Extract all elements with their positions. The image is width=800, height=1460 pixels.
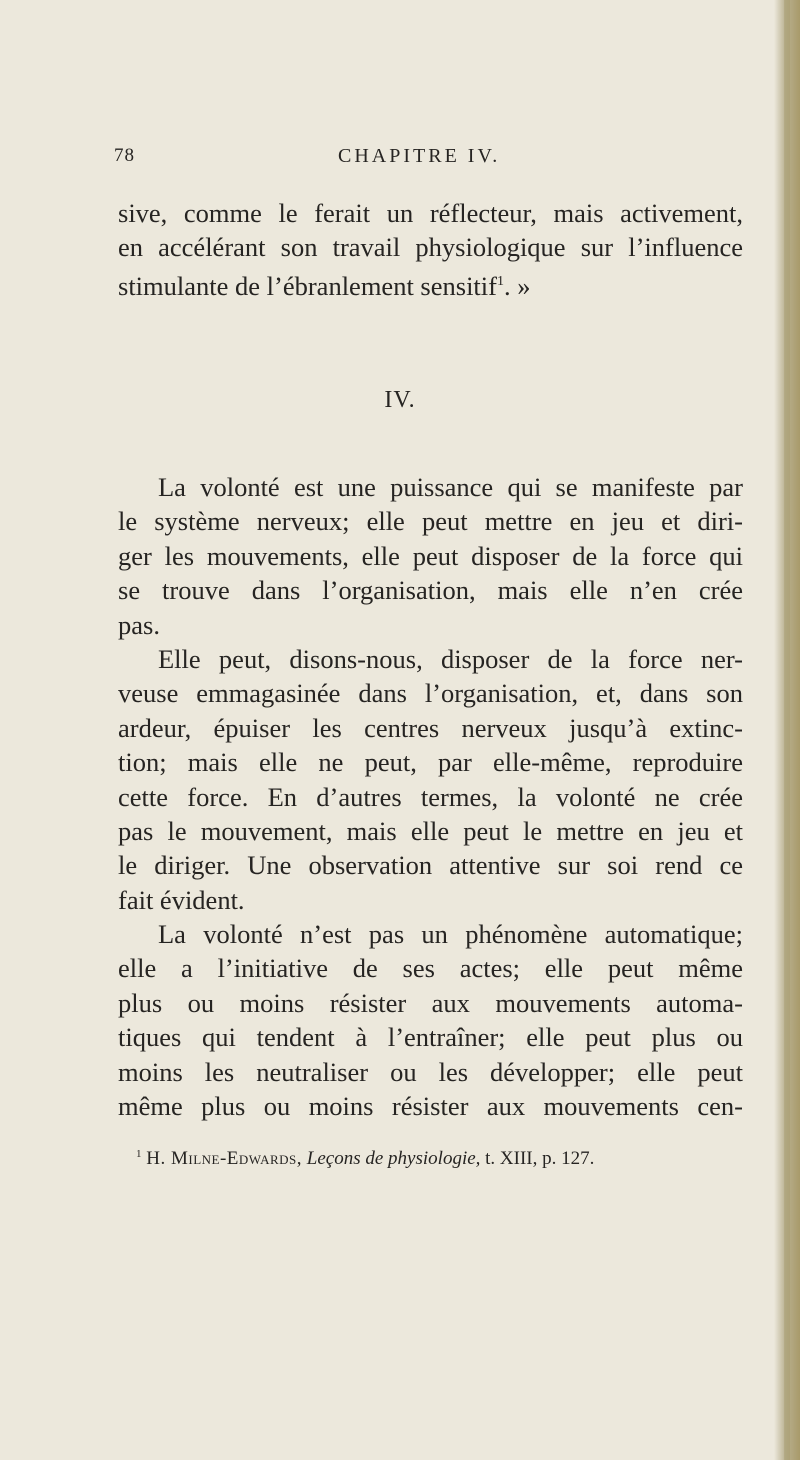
- paragraph-2: [118, 642, 743, 917]
- text-line: sive, comme le ferait un réflecteur, mais activement,: [118, 198, 743, 228]
- text-line: en accélérant son travail physiologique sur l’influence: [118, 232, 743, 263]
- text-line-tail: . »: [503, 270, 531, 301]
- page-edge-band: [784, 0, 790, 1460]
- text-line: ardeur, épuiser les centres nerveux jusqu’à extinc-: [118, 712, 743, 743]
- text-line: elle a l’initiative de ses actes; elle peut même: [118, 953, 743, 984]
- footnote: [136, 1148, 594, 1170]
- text-line: ger les mouvements, elle peut disposer de la force qui: [118, 540, 743, 571]
- footnote-marker: 1: [136, 1148, 142, 1160]
- paragraph-3: [118, 917, 743, 1123]
- text-line: pas le mouvement, mais elle peut le mettre en jeu et: [118, 815, 743, 846]
- footnote-reference: 1: [496, 273, 504, 289]
- text-line: le système nerveux; elle peut mettre en jeu et diri-: [118, 506, 743, 537]
- text-line: plus ou moins résister aux mouvements automa-: [118, 987, 743, 1018]
- text-line-content: stimulante de l’ébranlement sensitif: [118, 270, 497, 301]
- running-head: [114, 145, 754, 175]
- footnote-author: H. Milne-Edwards,: [146, 1148, 303, 1169]
- text-line: le diriger. Une observation attentive sur soi rend ce: [118, 850, 743, 881]
- paragraph-1: [118, 470, 743, 642]
- chapter-title: CHAPITRE IV.: [338, 145, 501, 167]
- text-line: même plus ou moins résister aux mouvements cen-: [118, 1090, 743, 1121]
- text-line: Elle peut, disons-nous, disposer de la force ner-: [158, 644, 743, 674]
- footnote-title: Leçons de physiologie,: [306, 1148, 481, 1169]
- page-number: 78: [114, 145, 135, 166]
- text-line: pas.: [118, 609, 160, 640]
- text-line: cette force. En d’autres termes, la volonté ne crée: [118, 781, 743, 812]
- text-line: se trouve dans l’organisation, mais elle n’en crée: [118, 575, 743, 606]
- footnote-reference-detail: t. XIII, p. 127.: [485, 1148, 595, 1169]
- text-line: [118, 265, 743, 299]
- text-line: La volonté est une puissance qui se manifeste par: [158, 472, 743, 502]
- text-line: moins les neutraliser ou les développer; elle peut: [118, 1056, 743, 1087]
- section-heading: IV.: [384, 387, 416, 413]
- continued-paragraph: [118, 196, 743, 299]
- text-line: veuse emmagasinée dans l’organisation, et, dans son: [118, 678, 743, 709]
- text-line: fait évident.: [118, 884, 245, 915]
- text-line: tiques qui tendent à l’entraîner; elle peut plus ou: [118, 1022, 743, 1053]
- text-line: La volonté n’est pas un phénomène automatique;: [158, 919, 743, 949]
- text-line: tion; mais elle ne peut, par elle-même, reproduire: [118, 747, 743, 778]
